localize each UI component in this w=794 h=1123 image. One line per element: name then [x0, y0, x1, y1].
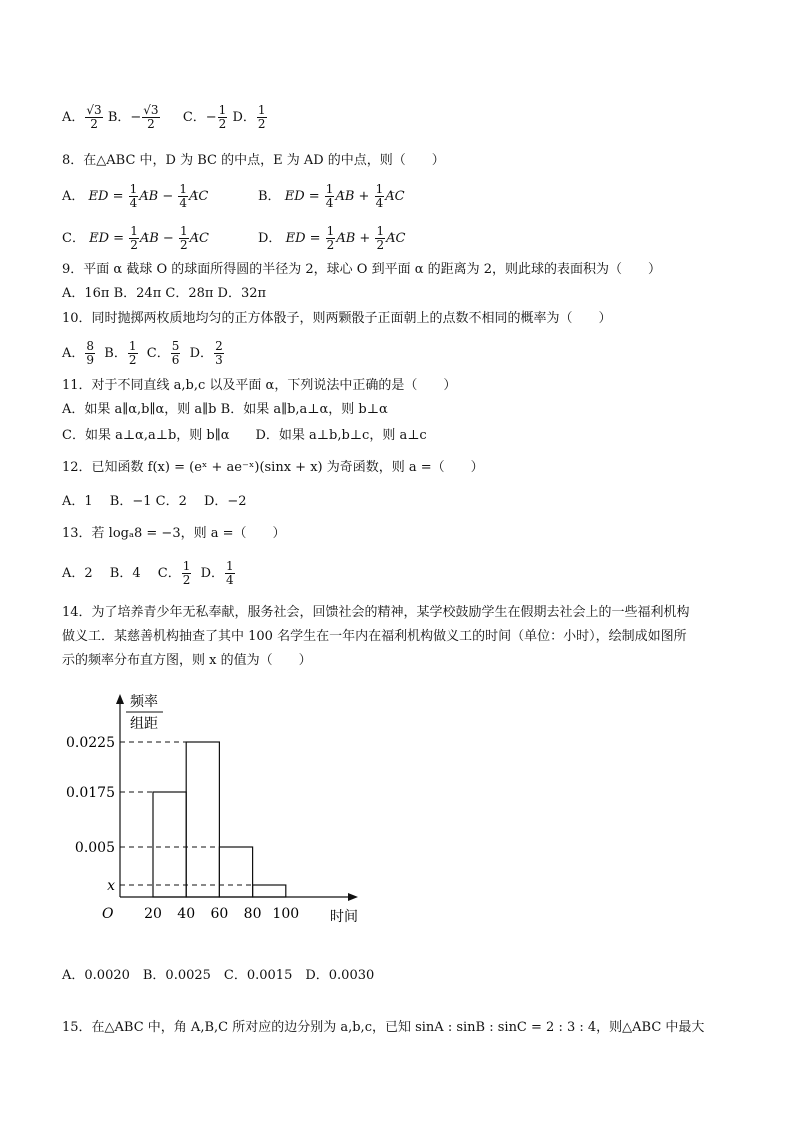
q9-options: A．16π B．24π C．28π D．32π [62, 286, 267, 301]
q12-options: A．1 B．−1 C．2 D．−2 [62, 494, 247, 509]
y-label-denominator: 组距 [130, 716, 158, 732]
q7-options: A． $\frac{√3}{2}$ B．− $\frac{√3}{2}$ C．− $\frac{1}{2}$ D． $\frac{1}{2}$ [62, 103, 266, 131]
q14-line1: 14．为了培养青少年无私奉献，服务社会，回馈社会的精神，某学校鼓励学生在假期去社会上的一些福利机构 [62, 605, 690, 620]
q10-stem: 10．同时抛掷两枚质地均匀的正方体骰子，则两颗骰子正面朝上的点数不相同的概率为（ ） [62, 311, 612, 326]
q13-stem: 13．若 logₐ8 = −3，则 a =（ ） [62, 526, 286, 541]
q8-option-a: A． ̲̲ ED = $\frac{1}{4}$ ̲̲ AB − $\frac{1}{4}$ ̲̲ AC [62, 183, 208, 210]
frequency-histogram [62, 686, 362, 954]
q14-line2: 做义工．某慈善机构抽查了其中 100 名学生在一年内在福利机构做义工的时间（单位：小时），绘制成如图所 [62, 629, 687, 644]
x-tick-label: 40 [177, 906, 196, 922]
q8-stem: 8．在△ABC 中，D 为 BC 的中点，E 为 AD 的中点，则（ ） [62, 153, 445, 168]
q11-options-row2: C．如果 a⊥α,a⊥b，则 b∥α D．如果 a⊥b,b⊥c，则 a⊥c [62, 428, 427, 443]
q8-option-c: C． ̲̲ ED = $\frac{1}{2}$ ̲̲ AB − $\frac{1}{2}$ ̲̲ AC [62, 225, 209, 252]
q12-stem: 12．已知函数 f(x) = (eˣ + ae⁻ˣ)(sinx + x) 为奇函数，则 a =（ ） [62, 460, 484, 475]
y-tick-label: 0.0225 [66, 735, 115, 751]
y-tick-label: 0.0175 [66, 785, 115, 801]
q7-c-fraction: $\frac{1}{2}$ [218, 103, 227, 131]
q11-stem: 11．对于不同直线 a,b,c 以及平面 α，下列说法中正确的是（ ） [62, 378, 457, 393]
q7-d-fraction: $\frac{1}{2}$ [257, 103, 266, 131]
q13-options: A．2 B．4 C． $\frac{1}{2}$ D． $\frac{1}{4}$ [62, 559, 234, 587]
y-label-numerator: 频率 [130, 694, 158, 710]
q11-options-row1: A．如果 a∥α,b∥α，则 a∥b B．如果 a∥b,a⊥α，则 b⊥α [62, 402, 388, 417]
q10-options: A． $\frac{8}{9}$ B． $\frac{1}{2}$ C． $\frac{5}{6}$ D． $\frac{2}{3}$ [62, 339, 223, 367]
x-tick-label: 100 [272, 906, 300, 922]
q15-stem: 15．在△ABC 中，角 A,B,C 所对应的边分别为 a,b,c，已知 sinA : sinB : sinC = 2 : 3 : 4，则△ABC 中最大 [62, 1020, 705, 1035]
q7-a-fraction: $\frac{√3}{2}$ [86, 103, 102, 131]
y-tick-label: x [107, 878, 115, 894]
histogram-svg [62, 686, 362, 954]
x-tick-label: 20 [144, 906, 162, 922]
x-tick-label: 80 [243, 906, 262, 922]
q14-options: A．0.0020 B．0.0025 C．0.0015 D．0.0030 [62, 968, 375, 983]
origin-label: O [102, 906, 114, 922]
q8-option-d: D． ̲̲ ED = $\frac{1}{2}$ ̲̲ AB + $\frac{1}{2}$ ̲̲ AC [258, 225, 405, 252]
x-tick-label: 60 [210, 906, 229, 922]
x-axis-label: 时间 [330, 909, 358, 925]
q7-b-fraction: $\frac{√3}{2}$ [143, 103, 159, 131]
y-tick-label: 0.005 [74, 840, 115, 856]
q8-option-b: B． ̲̲ ED = $\frac{1}{4}$ ̲̲ AB + $\frac{1}{4}$ ̲̲ AC [258, 183, 405, 210]
q9-stem: 9．平面 α 截球 O 的球面所得圆的半径为 2，球心 O 到平面 α 的距离为 2，则此球的表面积为（ ） [62, 262, 662, 277]
q14-line3: 示的频率分布直方图，则 x 的值为（ ） [62, 653, 312, 668]
